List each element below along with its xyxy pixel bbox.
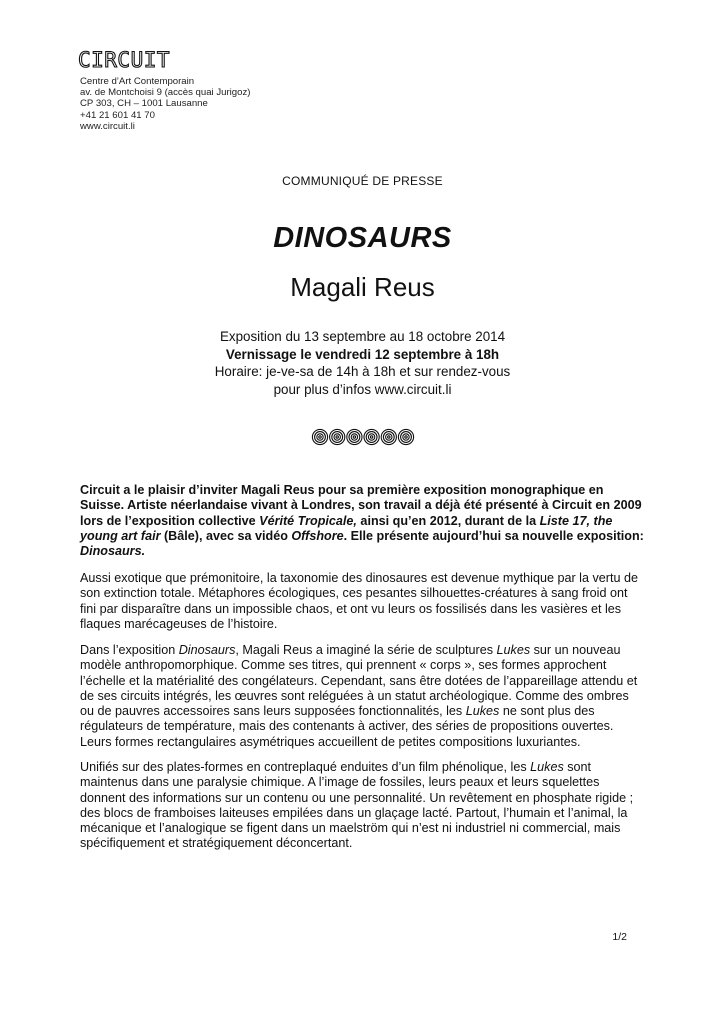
intro-text: . Elle présente aujourd’hui sa nouvelle exposition: xyxy=(343,528,644,543)
intro-emphasis: Offshore xyxy=(291,528,344,543)
concentric-circle-icon xyxy=(398,429,413,444)
opening-info: Vernissage le vendredi 12 septembre à 18h xyxy=(225,346,500,362)
intro-text: (Bâle), avec sa vidéo xyxy=(160,528,292,543)
paragraph-emphasis: Lukes xyxy=(496,643,531,657)
body-paragraph-2 xyxy=(80,643,646,750)
website-link[interactable]: www.circuit.li xyxy=(80,120,135,132)
intro-paragraph xyxy=(80,483,646,559)
intro-emphasis: Vérité Tropicale, xyxy=(259,513,357,528)
exhibition-dates: Exposition du 13 septembre au 18 octobre 2014 xyxy=(219,329,506,344)
concentric-circle-icon xyxy=(312,429,327,444)
paragraph-text: Unifiés sur des plates-formes en contreplaqué enduites d’un film phénolique, les xyxy=(80,760,531,774)
exhibition-info xyxy=(0,328,725,398)
body-paragraph-3 xyxy=(80,760,646,852)
phone-number: +41 21 601 41 70 xyxy=(80,109,155,121)
paragraph-text: Dans l’exposition xyxy=(80,643,179,657)
concentric-circles-ornament xyxy=(0,428,725,446)
address-line: CP 303, CH – 1001 Lausanne xyxy=(80,98,208,110)
exhibition-title: DINOSAURS xyxy=(273,222,452,254)
paragraph-emphasis: Lukes xyxy=(465,704,500,719)
artist-name: Magali Reus xyxy=(290,272,435,302)
address-line: av. de Montchoisi 9 (accès quai Jurigoz) xyxy=(80,87,251,99)
concentric-circle-icon xyxy=(346,429,361,444)
concentric-circle-icon xyxy=(364,429,379,444)
page-number: 1/2 xyxy=(612,931,627,943)
paragraph-text: sur un nouveau modèle anthropomorphique. Comme ses titres, qui prennent « corps », ses formes approchent l’échelle et la matérialité des congélateurs. Cependant, sans être dotées de l’appareillage attendu et de ses circuits intégrés, les œuvres sont reléguées à un statut archéologique. Comme des ombres ou de pauvres accessoires sans leurs supposées fonctionnalités, les xyxy=(80,643,638,719)
more-info-link[interactable]: pour plus d’infos www.circuit.li xyxy=(273,381,452,397)
paragraph-emphasis: Dinosaurs xyxy=(178,643,236,657)
circles-icon xyxy=(311,428,415,446)
intro-emphasis: Dinosaurs. xyxy=(80,544,146,559)
paragraph-text: sont maintenus dans une paralysie chimique. A l’image de fossiles, leurs peaux et leurs squelettes donnent des informations sur un contenu ou une personnalité. Un revêtement en phosphate rigide ; des blocs de framboises laiteuses empilées dans un glaçage lacté. Partout, l’humain et l’animal, la mécanique et l’analogique se figent dans un maelström qui n’est ni industriel ni commercial, mais spécifiquement et stratégiquement déconcertant. xyxy=(80,760,634,851)
concentric-circle-icon xyxy=(381,429,396,444)
body-paragraph-1 xyxy=(80,571,646,632)
logo-text: CIRCUIT xyxy=(78,48,171,72)
opening-hours: Horaire: je-ve-sa de 14h à 18h et sur rendez-vous xyxy=(214,364,511,379)
address-line: Centre d’Art Contemporain xyxy=(80,76,195,87)
paragraph-text: Aussi exotique que prémonitoire, la taxonomie des dinosaures est devenue mythique par la vertu de son extinction totale. Métaphores écologiques, ces pesantes silhouettes-créatures à sang froid ont fini par disparaître dans un impossible chaos, et ont vu leurs os fossilisés dans les vasières et les flaques marécageuses de l’histoire. xyxy=(80,571,638,631)
paragraph-text: ne sont plus des régulateurs de température, mais des contenants à activer, des séries de propositions ouvertes. Leurs formes rectangulaires asymétriques accueillent de petites compositions luxuriantes. xyxy=(80,704,614,749)
paragraph-emphasis: Lukes xyxy=(530,760,564,774)
press-release-label: COMMUNIQUÉ DE PRESSE xyxy=(282,174,443,188)
intro-text: ainsi qu’en 2012, durant de la xyxy=(356,513,540,528)
concentric-circle-icon xyxy=(329,429,344,444)
circuit-logo xyxy=(78,46,178,72)
paragraph-text: , Magali Reus a imaginé la série de sculptures xyxy=(235,643,497,657)
intro-text: Circuit a le plaisir d’inviter Magali Reus pour sa première exposition monographique en Suisse. Artiste néerlandaise vivant à Londres, son travail a déjà été présenté à Circuit en 2009 lors de l’exposition collective xyxy=(80,483,642,528)
intro-emphasis: Liste 17, the young art fair xyxy=(80,513,613,543)
address-block xyxy=(80,76,250,132)
